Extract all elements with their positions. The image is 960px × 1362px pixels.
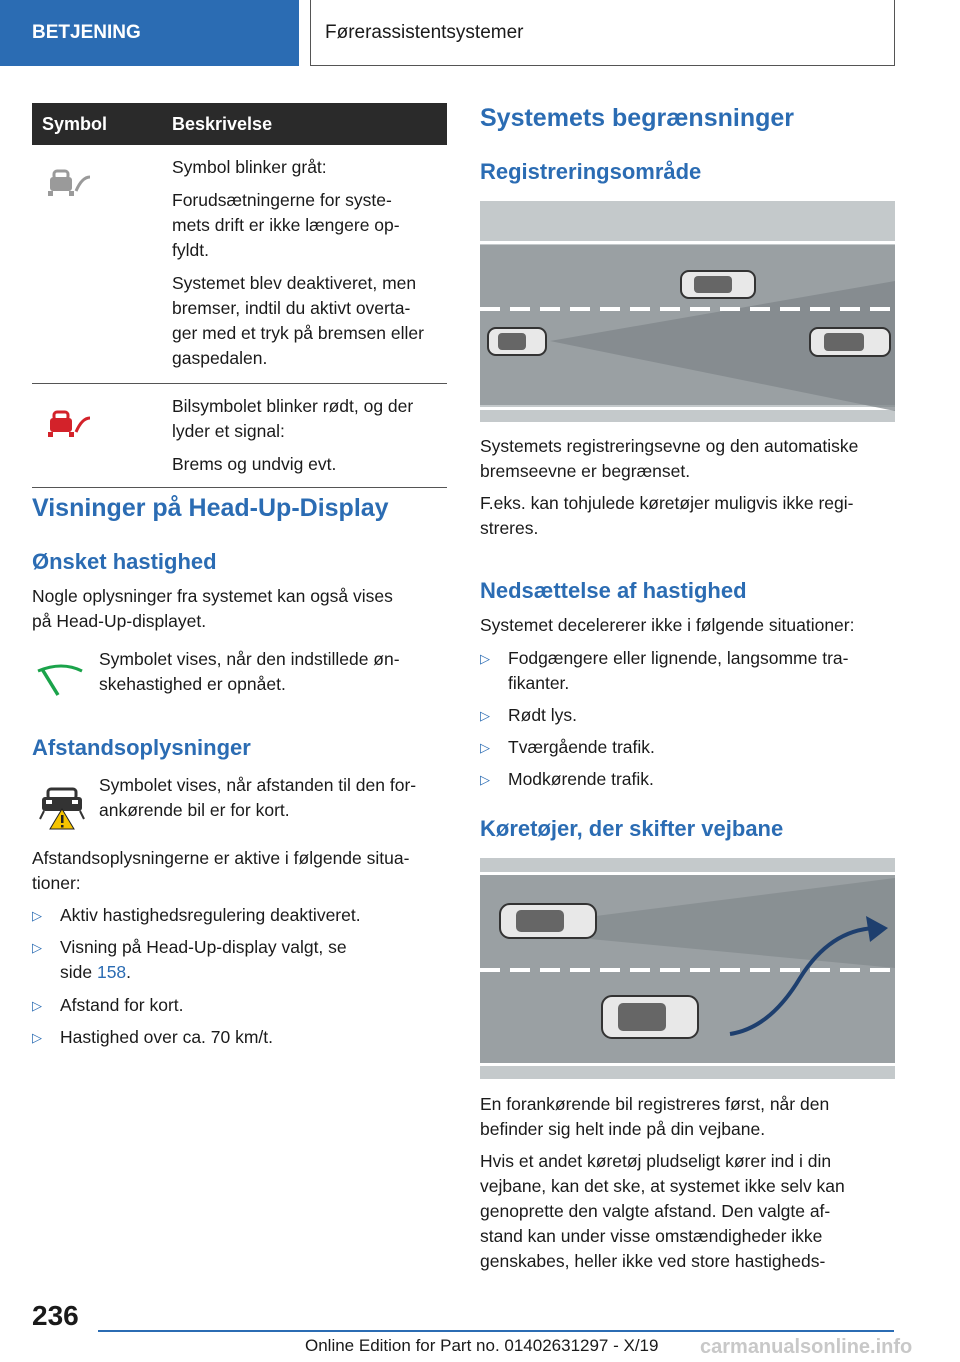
detection-range-illustration (480, 201, 895, 422)
heading-speed-reduction: Nedsættelse af hastighed (480, 578, 747, 603)
heading-desired-speed: Ønsket hastighed (32, 549, 217, 574)
triangle-bullet-icon: ▷ (32, 940, 42, 955)
triangle-bullet-icon: ▷ (480, 772, 490, 787)
page-number: 236 (32, 1300, 79, 1331)
desc-line: Brems og undvig evt. (172, 454, 337, 474)
heading-lane-change: Køretøjer, der skifter vejbane (480, 816, 784, 841)
triangle-bullet-icon: ▷ (32, 998, 42, 1013)
symbol-table (32, 103, 447, 488)
desc-line: Forudsætningerne for syste- mets drift er ikke længere op- fyldt. (172, 190, 400, 260)
watermark: carmanualsonline.info (700, 1336, 913, 1358)
chapter-title: Førerassistentsystemer (310, 0, 895, 66)
triangle-bullet-icon: ▷ (32, 1030, 42, 1045)
col-header-description: Beskrivelse (172, 103, 447, 145)
car-warning-grey-icon (42, 165, 92, 199)
triangle-bullet-icon: ▷ (480, 708, 490, 723)
table-row (32, 384, 447, 488)
triangle-bullet-icon: ▷ (32, 908, 42, 923)
paragraph: F.eks. kan tohjulede køretøjer muligvis ikke regi- streres. (480, 493, 854, 538)
car-icon (810, 328, 890, 356)
desc-line: Symbol blinker gråt: (172, 157, 327, 177)
section-tab: BETJENING (0, 0, 299, 66)
paragraph: Systemet decelererer ikke i følgende situationer: (480, 615, 855, 635)
speed-reached-icon (36, 655, 84, 703)
list-item: ▷ Tværgående trafik. (480, 735, 900, 761)
paragraph: Nogle oplysninger fra systemet kan også vises på Head-Up-displayet. (32, 586, 393, 631)
car-icon (681, 271, 755, 298)
triangle-bullet-icon: ▷ (480, 740, 490, 755)
car-icon (500, 904, 596, 938)
car-icon (488, 328, 546, 355)
list-item: ▷ Fodgængere eller lignende, langsomme tra- fikanter. (480, 648, 849, 693)
car-icon (602, 996, 698, 1038)
list-item: ▷ Visning på Head-Up-display valgt, se side 158. (32, 937, 347, 982)
lane-change-illustration (480, 858, 895, 1079)
paragraph: Systemets registreringsevne og den automatiske bremseevne er begrænset. (480, 436, 859, 481)
table-row (32, 145, 447, 384)
heading-distance-info: Afstandsoplysninger (32, 735, 251, 760)
heading-detection-range: Registreringsområde (480, 159, 702, 184)
footer-rule (98, 1330, 894, 1332)
heading-limitations: Systemets begrænsninger (480, 104, 794, 132)
paragraph: Hvis et andet køretøj pludseligt kører ind i din vejbane, kan det ske, at systemet ikke selv kan genoprette den valgte afstand. Den valgte af- stand kan under visse omstændigheder ikke genskabes, heller ikke ved store hastigheds- (480, 1151, 845, 1271)
speed-icon-text: Symbolet vises, når den indstillede øn- skehastighed er opnået. (99, 649, 400, 694)
distance-warning-icon (36, 783, 88, 831)
edition-note: Online Edition for Part no. 01402631297 - X/19 (305, 1336, 659, 1355)
col-header-symbol: Symbol (32, 103, 172, 145)
list-item: ▷ Aktiv hastighedsregulering deaktiveret. (32, 903, 452, 929)
paragraph: En forankørende bil registreres først, når den befinder sig helt inde på din vejbane. (480, 1094, 830, 1139)
list-item: ▷ Hastighed over ca. 70 km/t. (32, 1025, 452, 1051)
list-item: ▷ Rødt lys. (480, 703, 900, 729)
list-item: ▷ Afstand for kort. (32, 993, 452, 1019)
car-warning-red-icon (42, 406, 92, 440)
desc-line: Bilsymbolet blinker rødt, og der lyder et signal: (172, 396, 414, 441)
heading-hud: Visninger på Head-Up-Display (32, 494, 389, 522)
desc-line: Systemet blev deaktiveret, men bremser, indtil du aktivt overta- ger med et tryk på bremsen eller gaspedalen. (172, 273, 424, 368)
page-link[interactable]: 158 (96, 962, 127, 982)
paragraph: Afstandsoplysningerne er aktive i følgende situa- tioner: (32, 848, 410, 893)
triangle-bullet-icon: ▷ (480, 651, 490, 666)
distance-icon-text: Symbolet vises, når afstanden til den for- ankørende bil er for kort. (99, 775, 417, 820)
list-item: ▷ Modkørende trafik. (480, 767, 900, 793)
